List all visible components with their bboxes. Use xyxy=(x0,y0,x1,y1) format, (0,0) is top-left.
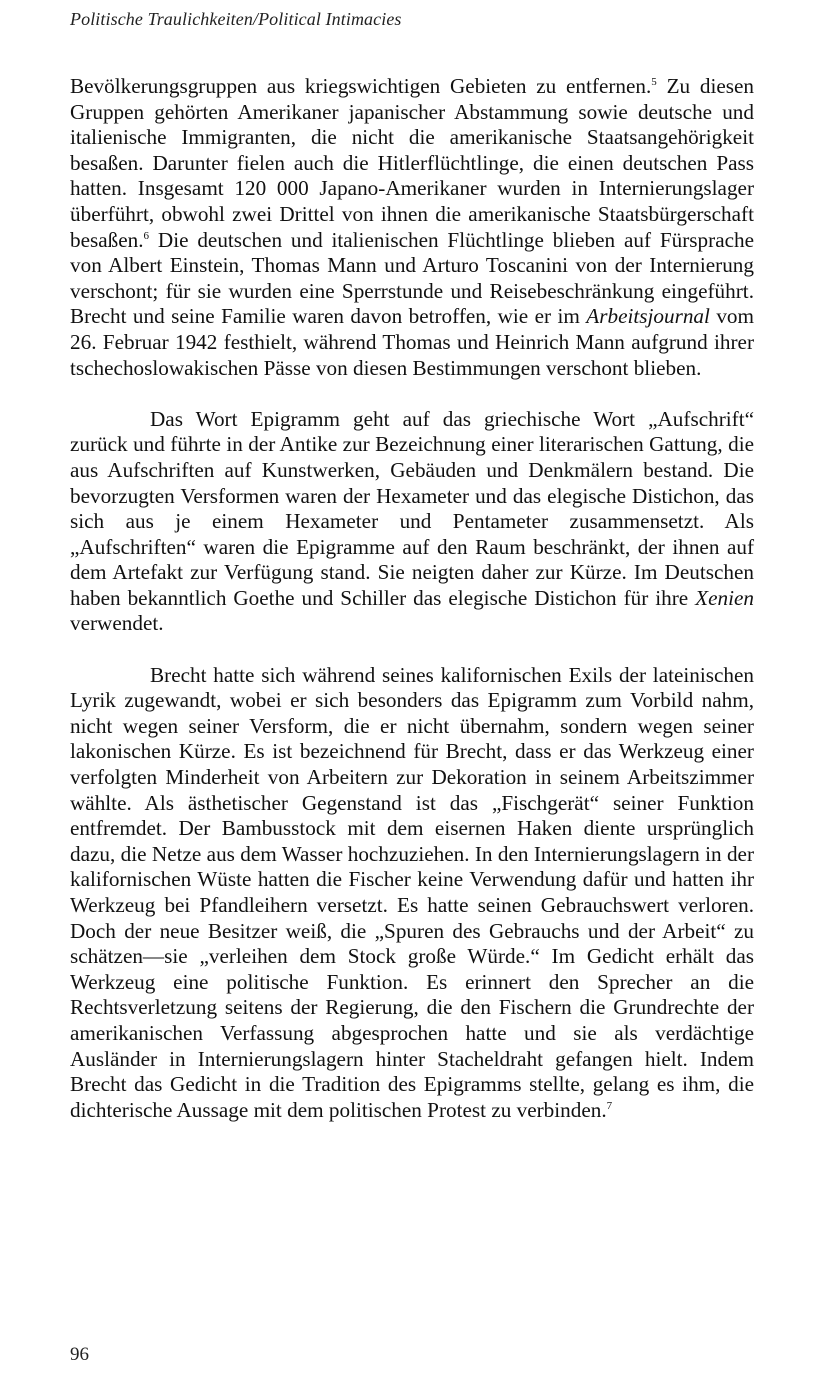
footnote-marker[interactable]: 5 xyxy=(651,76,657,88)
paragraph-text: Bevölkerungsgruppen aus kriegswichtigen Gebieten zu entfernen. xyxy=(70,74,652,98)
paragraph-3 xyxy=(70,663,754,1124)
running-header: Politische Traulichkeiten/Political Intimacies xyxy=(70,9,402,29)
body-text xyxy=(70,74,754,1123)
italic-title: Arbeitsjournal xyxy=(586,304,710,329)
paragraph-text: vom 26. Februar 1942 festhielt, während Thomas und Heinrich Mann aufgrund ihrer tschechoslowakischen Pässe von diesen Bestimmungen verschont blieben. xyxy=(70,304,754,380)
paragraph-text: Die deutschen und italienischen Flüchtlinge blieben auf Fürsprache von Albert Einstein, Thomas Mann und Arturo Toscanini von der Internierung verschont; für sie wurden eine Sperrstunde und Reisebeschränkung eingeführt. Brecht und seine Familie waren davon betroffen, wie er im xyxy=(70,227,754,329)
paragraph-text: Zu diesen Gruppen gehörten Amerikaner japanischer Abstammung sowie deutsche und italienische Immigranten, die nicht die amerikanische Staatsangehörigkeit besaßen. Darunter fielen auch die Hitlerflüchtlinge, die einen deutschen Pass hatten. Insgesamt 120 000 Japano-Amerikaner wurden in Internierungslager überführt, obwohl zwei Drittel von ihnen die amerikanische Staatsbürgerschaft besaßen. xyxy=(70,74,754,252)
footnote-marker[interactable]: 6 xyxy=(143,229,150,242)
page-number: 96 xyxy=(70,1344,89,1365)
paragraph-text: verwendet. xyxy=(70,611,164,636)
footnote-marker[interactable]: 7 xyxy=(606,1099,613,1112)
italic-title: Xenien xyxy=(695,585,754,610)
paragraph-text: Brecht hatte sich während seines kalifornischen Exils der lateinischen Lyrik zugewandt, wobei er sich besonders das Epigramm zum Vorbild nahm, nicht wegen seiner Versform, die er nicht übernahm, sondern wegen seiner lakonischen Kürze. Es ist bezeichnend für Brecht, dass er das Werkzeug einer verfolgten Minderheit von Arbeitern zur Dekoration in seinem Arbeitszimmer wählte. Als ästhetischer Gegenstand ist das „Fischgerät“ seiner Funktion entfremdet. Der Bambusstock mit dem eisernen Haken diente ursprünglich dazu, die Netze aus dem Wasser hochzuziehen. In den Internierungslagern in der kalifornischen Wüste hatten die Fischer keine Verwendung dafür und hatten ihr Werkzeug bei Pfandleihern versetzt. Es hatte seinen Gebrauchswert verloren. Doch der neue Besitzer weiß, die „Spuren des Gebrauchs und der Arbeit“ zu schätzen—sie „verleihen dem Stock große Würde.“ Im Gedicht erhält das Werkzeug eine politische Funktion. Es erinnert den Sprecher an die Rechtsverletzung seitens der Regierung, die den Fischern die Grundrechte der amerikanischen Verfassung abgesprochen hatte und sie als verdächtige Ausländer in Internierungslagern hinter Stacheldraht gefangen hielt. Indem Brecht das Gedicht in die Tradition des Epigramms stellte, gelang es ihm, die dichterische Aussage mit dem politischen Protest zu verbinden. xyxy=(70,662,754,1122)
paragraph-2 xyxy=(70,407,754,637)
paragraph-1 xyxy=(70,74,754,381)
paragraph-text: Das Wort Epigramm geht auf das griechische Wort „Aufschrift“ zurück und führte in der Antike zur Bezeichnung einer literarischen Gattung, die aus Aufschriften auf Kunstwerken, Gebäuden und Denkmälern bestand. Die bevorzugten Versformen waren der Hexameter und das elegische Distichon, das sich aus je einem Hexameter und Pentameter zusammensetzt. Als „Aufschriften“ waren die Epigramme auf den Raum beschränkt, der ihnen auf dem Artefakt zur Verfügung stand. Sie neigten daher zur Kürze. Im Deutschen haben bekanntlich Goethe und Schiller das elegische Distichon für ihre xyxy=(70,406,754,610)
